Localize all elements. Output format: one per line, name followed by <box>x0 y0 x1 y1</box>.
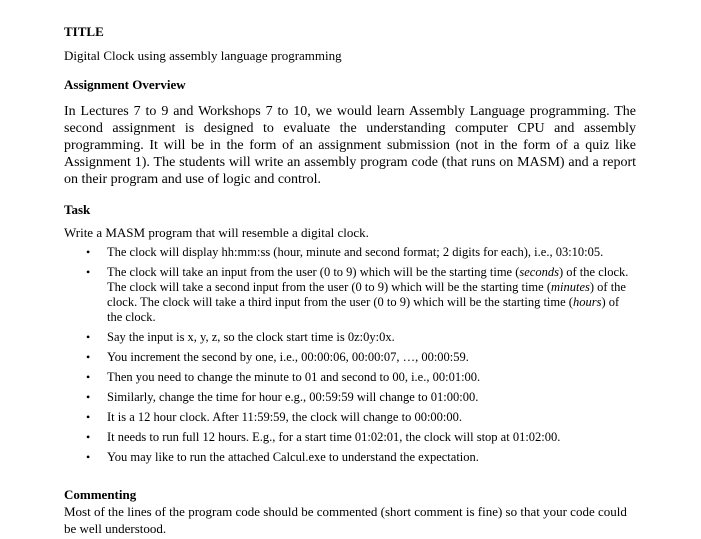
bullet-icon: • <box>86 265 91 279</box>
list-item <box>64 370 636 385</box>
bullet-icon: • <box>86 370 91 384</box>
commenting-heading: Commenting <box>64 487 137 502</box>
overview-heading: Assignment Overview <box>64 77 186 92</box>
bullet-icon: • <box>86 245 91 259</box>
list-item <box>64 410 636 425</box>
text-segment: ) of the clock. The clock will take a second input from the user (0 to 9) which will be the starting time ( <box>107 265 629 294</box>
list-item-text: Then you need to change the minute to 01 and second to 00, i.e., 00:01:00. <box>107 370 481 384</box>
list-item-text: Say the input is x, y, z, so the clock start time is 0z:0y:0x. <box>107 330 395 344</box>
list-item-text <box>107 265 628 324</box>
list-item <box>64 350 636 365</box>
bullet-icon: • <box>86 330 91 344</box>
text-segment: ) of the clock. <box>107 295 620 324</box>
overview-paragraph: In Lectures 7 to 9 and Workshops 7 to 10, we would learn Assembly Language programming. The second assignment is designed to evaluate the understanding computer CPU and assembly programming. It will be in the form of an assignment submission (not in the form of a quiz like Assignment 1). The students will write an assembly program code (that runs on MASM) and a report on their program and use of logic and control. <box>64 104 636 187</box>
task-heading: Task <box>64 202 91 217</box>
list-item <box>64 245 636 260</box>
commenting-paragraph: Most of the lines of the program code should be commented (short comment is fine) so that your code could be well understood. <box>64 504 627 536</box>
list-item-text: Similarly, change the time for hour e.g., 00:59:59 will change to 01:00:00. <box>107 390 479 404</box>
document-page <box>64 22 636 537</box>
list-item <box>64 430 636 445</box>
title-heading: TITLE <box>64 24 104 39</box>
task-bullet-list <box>64 245 636 465</box>
title-value: Digital Clock using assembly language programming <box>64 48 342 63</box>
text-segment: ) of the clock. The clock will take a third input from the user (0 to 9) which will be the starting time ( <box>107 280 626 309</box>
bullet-icon: • <box>86 350 91 364</box>
text-segment: The clock will take an input from the user (0 to 9) which will be the starting time ( <box>107 265 520 279</box>
bullet-icon: • <box>86 450 91 464</box>
emphasis-minutes: minutes <box>550 280 590 294</box>
emphasis-hours: hours <box>572 295 602 309</box>
list-item <box>64 450 636 465</box>
bullet-icon: • <box>86 410 91 424</box>
list-item-text: You may like to run the attached Calcul.exe to understand the expectation. <box>107 450 479 464</box>
list-item-text: You increment the second by one, i.e., 00:00:06, 00:00:07, …, 00:00:59. <box>107 350 469 364</box>
task-intro: Write a MASM program that will resemble a digital clock. <box>64 225 369 240</box>
list-item-text: The clock will display hh:mm:ss (hour, minute and second format; 2 digits for each), i.e., 03:10:05. <box>107 245 604 259</box>
bullet-icon: • <box>86 390 91 404</box>
bullet-icon: • <box>86 430 91 444</box>
list-item <box>64 390 636 405</box>
list-item-text: It is a 12 hour clock. After 11:59:59, the clock will change to 00:00:00. <box>107 410 463 424</box>
list-item <box>64 265 636 325</box>
emphasis-seconds: seconds <box>519 265 559 279</box>
list-item-text: It needs to run full 12 hours. E.g., for a start time 01:02:01, the clock will stop at 01:02:00. <box>107 430 561 444</box>
list-item <box>64 330 636 345</box>
